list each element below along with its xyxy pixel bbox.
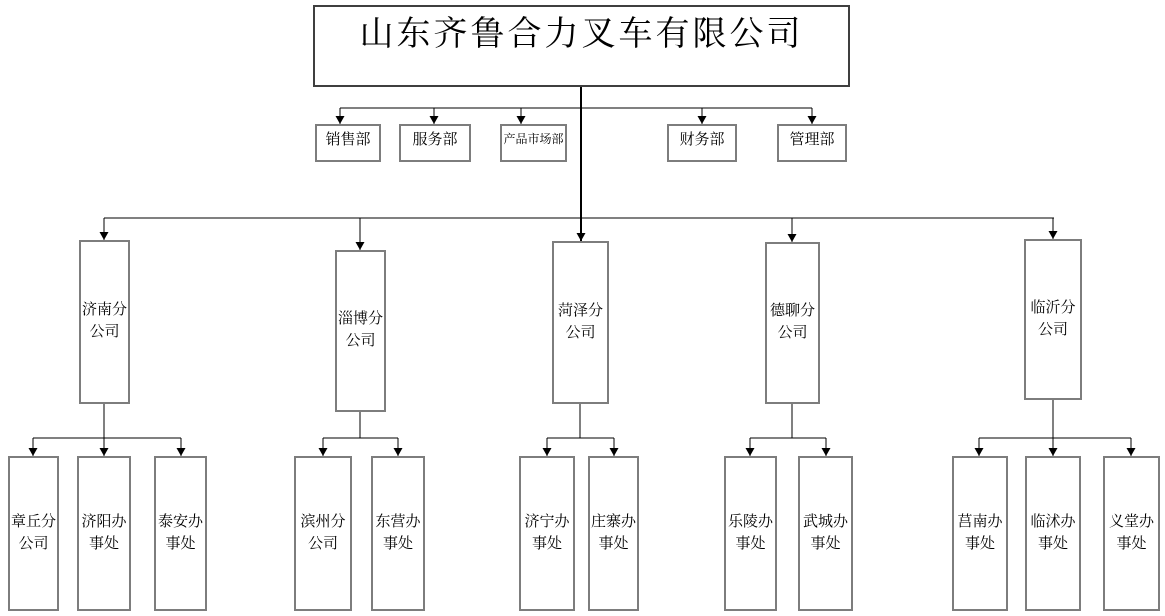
- branch-box-linyi: 临沂分公司: [1024, 239, 1082, 400]
- office-box-binzhou: 滨州分公司: [294, 456, 352, 611]
- office-box-jiyang: 济阳办事处: [77, 456, 131, 611]
- office-box-leling: 乐陵办事处: [724, 456, 777, 611]
- dept-box-finance: 财务部: [667, 124, 737, 162]
- office-box-taian: 泰安办事处: [154, 456, 207, 611]
- dept-box-admin: 管理部: [777, 124, 847, 162]
- branch-box-zibo: 淄博分公司: [335, 250, 386, 412]
- office-box-linshu: 临沭办事处: [1025, 456, 1081, 611]
- dept-box-sales: 销售部: [315, 124, 381, 162]
- branch-box-jinan: 济南分公司: [79, 240, 130, 404]
- office-box-dongying: 东营办事处: [371, 456, 425, 611]
- office-box-junan: 莒南办事处: [952, 456, 1008, 611]
- dept-box-service: 服务部: [399, 124, 471, 162]
- org-root-box: 山东齐鲁合力叉车有限公司: [313, 5, 850, 87]
- branch-box-heze: 菏泽分公司: [552, 241, 609, 404]
- office-box-wucheng: 武城办事处: [798, 456, 853, 611]
- office-box-jining: 济宁办事处: [519, 456, 575, 611]
- branch-box-deliao: 德聊分公司: [765, 242, 820, 404]
- office-box-zhangqiu: 章丘分公司: [8, 456, 59, 611]
- dept-box-product-market: 产品市场部: [500, 124, 567, 162]
- office-box-yitang: 义堂办事处: [1103, 456, 1160, 611]
- office-box-zhuangzhai: 庄寨办事处: [588, 456, 639, 611]
